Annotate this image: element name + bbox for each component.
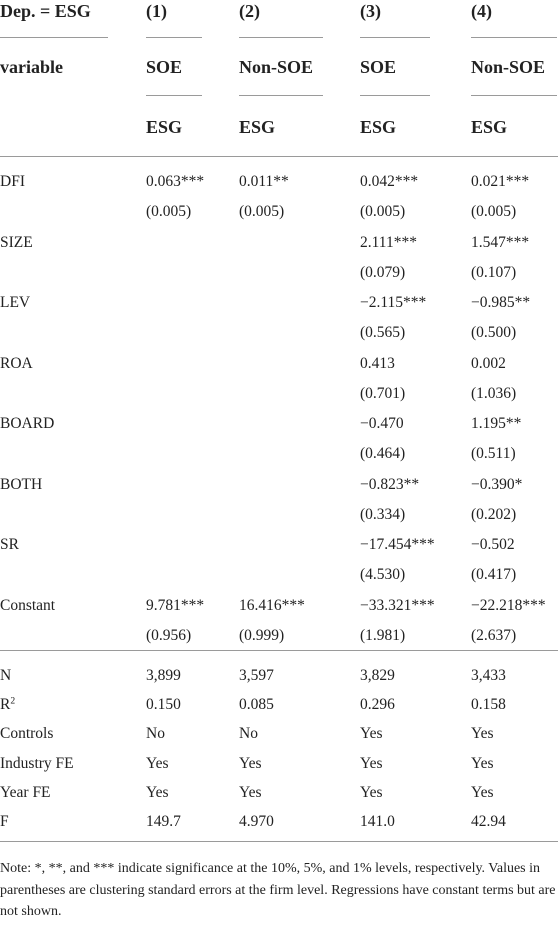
header-rule (146, 37, 202, 38)
standard-error-cell: (0.701) (360, 385, 406, 402)
variable-label: LEV (0, 294, 31, 311)
statistic-cell: 141.0 (360, 813, 395, 830)
coefficient-cell: 0.002 (471, 355, 506, 372)
statistic-label-text: R (0, 696, 11, 713)
coefficient-cell: −0.390* (471, 476, 523, 493)
standard-error-cell: (0.334) (360, 506, 406, 523)
coefficient-cell: 0.413 (360, 355, 395, 372)
statistic-cell: Yes (146, 755, 169, 772)
coefficient-cell: 0.063*** (146, 173, 205, 190)
statistic-label (0, 695, 15, 715)
standard-error-cell: (0.005) (471, 203, 517, 220)
statistic-cell: 3,899 (146, 667, 181, 684)
standard-error-cell: (0.079) (360, 264, 406, 281)
statistic-cell: 42.94 (471, 813, 506, 830)
standard-error-cell: (0.202) (471, 506, 517, 523)
statistic-cell: Yes (360, 755, 383, 772)
header-rule (0, 37, 108, 38)
standard-error-cell: (4.530) (360, 566, 406, 583)
statistic-cell: Yes (239, 755, 262, 772)
header-variable: variable (0, 57, 63, 77)
variable-label: BOARD (0, 415, 55, 432)
statistic-cell: Yes (146, 784, 169, 801)
header-dep-3: ESG (360, 117, 397, 137)
statistic-cell: 0.296 (360, 696, 395, 713)
header-dep-1: ESG (146, 117, 183, 137)
standard-error-cell: (0.005) (360, 203, 406, 220)
statistic-label: N (0, 667, 12, 684)
statistic-cell: Yes (471, 755, 494, 772)
header-col-2: (2) (239, 1, 260, 21)
statistic-label: Year FE (0, 784, 51, 801)
coefficient-cell: 1.195** (471, 415, 522, 432)
coefficient-cell: −0.823** (360, 476, 420, 493)
header-dep-var: Dep. = ESG (0, 1, 91, 21)
variable-label: DFI (0, 173, 25, 190)
header-col-1: (1) (146, 1, 167, 21)
variable-label: ROA (0, 355, 33, 372)
statistic-cell: Yes (360, 725, 383, 742)
statistic-label: Industry FE (0, 755, 74, 772)
standard-error-cell: (0.511) (471, 445, 516, 462)
variable-label: SIZE (0, 234, 33, 251)
header-rule (146, 95, 202, 96)
standard-error-cell: (0.956) (146, 627, 192, 644)
coefficient-cell: 0.011** (239, 173, 289, 190)
statistic-label: Controls (0, 725, 54, 742)
table-divider (0, 650, 558, 651)
standard-error-cell: (0.005) (146, 203, 192, 220)
header-rule (471, 37, 557, 38)
table-bottom-rule (0, 841, 558, 842)
coefficient-cell: 16.416*** (239, 597, 305, 614)
statistic-cell: 0.158 (471, 696, 506, 713)
standard-error-cell: (2.637) (471, 627, 517, 644)
standard-error-cell: (0.417) (471, 566, 517, 583)
table-note: Note: *, **, and *** indicate significance at the 10%, 5%, and 1% levels, respectively. Values in parentheses are clustering standard errors at the firm level. Regressions have constant terms but are not shown. (0, 861, 556, 919)
coefficient-cell: −0.502 (471, 536, 515, 553)
standard-error-cell: (0.999) (239, 627, 285, 644)
standard-error-cell: (0.565) (360, 324, 406, 341)
header-col-4: (4) (471, 1, 492, 21)
coefficient-cell: 9.781*** (146, 597, 205, 614)
standard-error-cell: (0.107) (471, 264, 517, 281)
coefficient-cell: −2.115*** (360, 294, 427, 311)
statistic-cell: 3,597 (239, 667, 274, 684)
standard-error-cell: (0.005) (239, 203, 285, 220)
header-col-3: (3) (360, 1, 381, 21)
statistic-cell: No (146, 725, 165, 742)
coefficient-cell: 0.021*** (471, 173, 530, 190)
variable-label: SR (0, 536, 19, 553)
variable-label: Constant (0, 597, 56, 614)
header-dep-2: ESG (239, 117, 276, 137)
table-divider (0, 156, 558, 157)
statistic-label: F (0, 813, 9, 830)
coefficient-cell: 0.042*** (360, 173, 419, 190)
header-group-2: Non-SOE (239, 57, 314, 77)
statistic-cell: 3,829 (360, 667, 395, 684)
statistic-cell: Yes (471, 725, 494, 742)
coefficient-cell: −0.985** (471, 294, 531, 311)
coefficient-cell: −17.454*** (360, 536, 435, 553)
coefficient-cell: 2.111*** (360, 234, 417, 251)
header-group-1: SOE (146, 57, 183, 77)
statistic-cell: 149.7 (146, 813, 181, 830)
header-group-4: Non-SOE (471, 57, 546, 77)
statistic-cell: Yes (471, 784, 494, 801)
variable-label: BOTH (0, 476, 43, 493)
standard-error-cell: (0.464) (360, 445, 406, 462)
header-rule (239, 95, 323, 96)
coefficient-cell: 1.547*** (471, 234, 530, 251)
superscript: 2 (10, 695, 16, 707)
coefficient-cell: −33.321*** (360, 597, 435, 614)
statistic-cell: No (239, 725, 258, 742)
header-group-3: SOE (360, 57, 397, 77)
header-rule (360, 95, 430, 96)
header-rule (239, 37, 323, 38)
statistic-cell: 4.970 (239, 813, 274, 830)
standard-error-cell: (0.500) (471, 324, 517, 341)
header-rule (360, 37, 430, 38)
header-rule (471, 95, 557, 96)
coefficient-cell: −0.470 (360, 415, 404, 432)
standard-error-cell: (1.036) (471, 385, 517, 402)
statistic-cell: 3,433 (471, 667, 506, 684)
statistic-cell: 0.150 (146, 696, 181, 713)
statistic-cell: Yes (360, 784, 383, 801)
header-dep-4: ESG (471, 117, 508, 137)
coefficient-cell: −22.218*** (471, 597, 546, 614)
statistic-cell: Yes (239, 784, 262, 801)
statistic-cell: 0.085 (239, 696, 274, 713)
standard-error-cell: (1.981) (360, 627, 406, 644)
